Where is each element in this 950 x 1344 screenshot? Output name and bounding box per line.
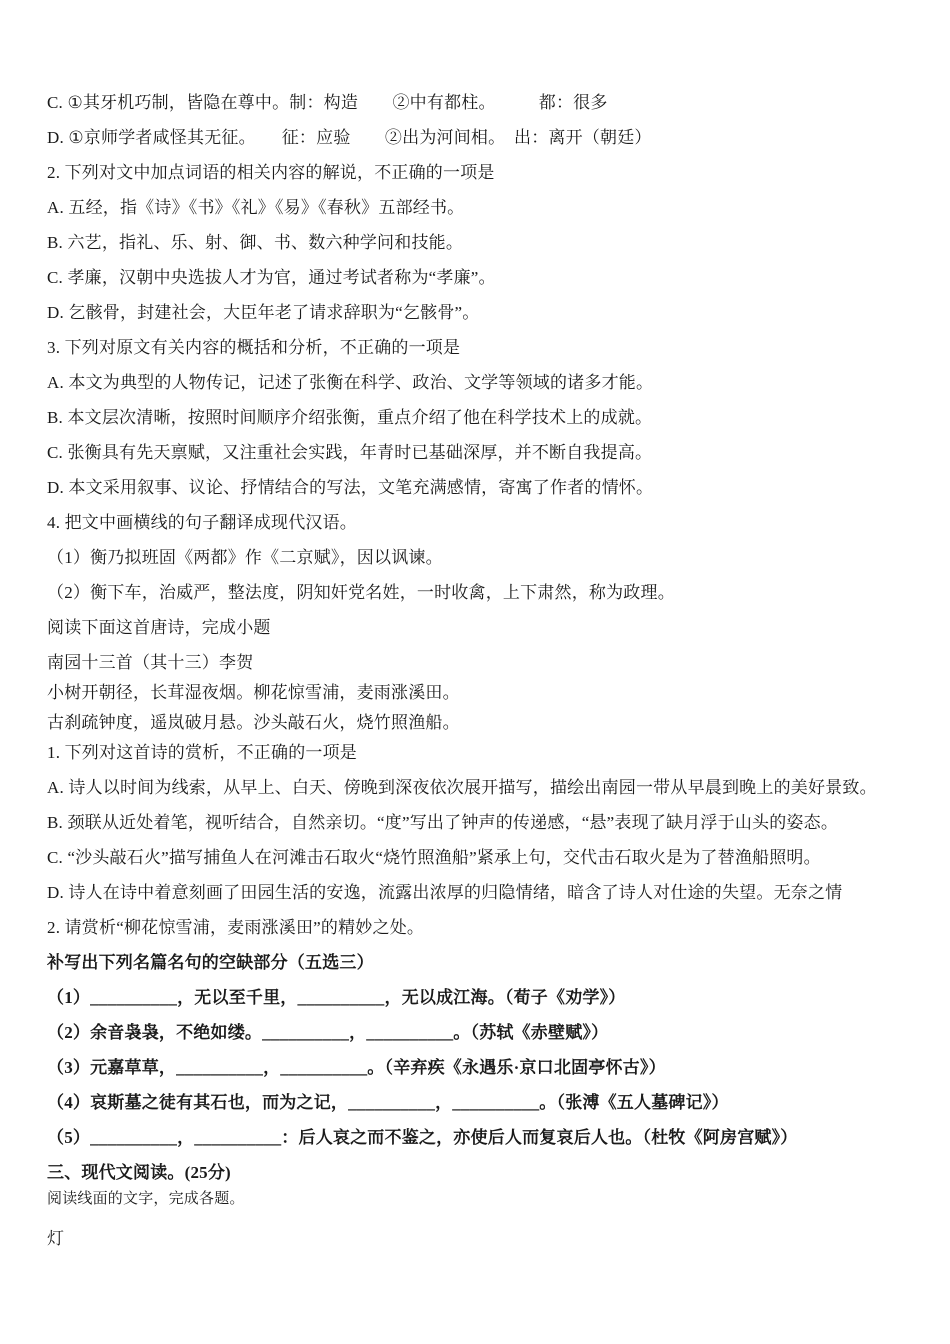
poem-line: 小树开朝径，长茸湿夜烟。柳花惊雪浦，麦雨涨溪田。 <box>47 683 460 702</box>
question-line: 4. 把文中画横线的句子翻译成现代汉语。 <box>47 513 357 532</box>
option-line: C. “沙头敲石火”描写捕鱼人在河滩击石取火“烧竹照渔船”紧承上句，交代击石取火是为了替渔船照明。 <box>47 848 821 867</box>
translation-item: （1）衡乃拟班固《两都》作《二京赋》，因以讽谏。 <box>47 548 443 567</box>
option-line: B. 六艺，指礼、乐、射、御、书、数六种学问和技能。 <box>47 233 464 252</box>
poem-title: 南园十三首（其十三）李贺 <box>47 653 254 672</box>
option-line: B. 本文层次清晰，按照时间顺序介绍张衡，重点介绍了他在科学技术上的成就。 <box>47 408 653 427</box>
translation-item: （2）衡下车，治威严，整法度，阴知奸党名姓，一时收禽，上下肃然，称为政理。 <box>47 583 675 602</box>
fill-blank-item: （5）__________，__________：后人哀之而不鉴之，亦使后人而复哀后人也。（杜牧《阿房宫赋》） <box>47 1128 798 1147</box>
fill-blank-item: （3）元嘉草草，__________，__________。（辛弃疾《永遇乐·京口北固亭怀古》） <box>47 1058 666 1077</box>
fill-blank-item: （4）哀斯墓之徒有其石也，而为之记，__________，__________。（张溥《五人墓碑记》） <box>47 1093 729 1112</box>
question-line: 2. 下列对文中加点词语的相关内容的解说，不正确的一项是 <box>47 163 495 182</box>
instruction-line: 阅读下面这首唐诗，完成小题 <box>47 618 271 637</box>
option-line: B. 颈联从近处着笔，视听结合，自然亲切。“度”写出了钟声的传递感，“悬”表现了缺月浮于山头的姿态。 <box>47 813 839 832</box>
section-heading: 补写出下列名篇名句的空缺部分（五选三） <box>47 953 374 972</box>
section-heading: 三、现代文阅读。(25分) <box>47 1163 231 1182</box>
fill-blank-item: （1）__________，无以至千里，__________，无以成江海。（荀子《劝学》） <box>47 988 626 1007</box>
question-line: 2. 请赏析“柳花惊雪浦，麦雨涨溪田”的精妙之处。 <box>47 918 425 937</box>
option-line: A. 本文为典型的人物传记，记述了张衡在科学、政治、文学等领域的诸多才能。 <box>47 373 654 392</box>
option-line: A. 五经，指《诗》《书》《礼》《易》《春秋》五部经书。 <box>47 198 465 217</box>
question-line: 1. 下列对这首诗的赏析，不正确的一项是 <box>47 743 357 762</box>
option-line: D. 本文采用叙事、议论、抒情结合的写法，文笔充满感情，寄寓了作者的情怀。 <box>47 478 654 497</box>
passage-title: 灯 <box>47 1229 65 1248</box>
option-line: D. 诗人在诗中着意刻画了田园生活的安逸，流露出浓厚的归隐情绪，暗含了诗人对仕途的失望。无奈之情 <box>47 883 843 902</box>
option-line: C. ①其牙机巧制，皆隐在尊中。制：构造 ②中有都柱。 都：很多 <box>47 93 608 112</box>
poem-line: 古刹疏钟度，遥岚破月悬。沙头敲石火，烧竹照渔船。 <box>47 713 460 732</box>
option-line: C. 孝廉，汉朝中央选拔人才为官，通过考试者称为“孝廉”。 <box>47 268 496 287</box>
option-line: D. ①京师学者咸怪其无征。 征：应验 ②出为河间相。 出：离开（朝廷） <box>47 128 652 147</box>
fill-blank-item: （2）余音袅袅，不绝如缕。__________，__________。（苏轼《赤壁赋》） <box>47 1023 609 1042</box>
option-line: A. 诗人以时间为线索，从早上、白天、傍晚到深夜依次展开描写，描绘出南园一带从早晨到晚上的美好景致。 <box>47 778 877 797</box>
option-line: D. 乞骸骨，封建社会，大臣年老了请求辞职为“乞骸骨”。 <box>47 303 480 322</box>
question-line: 3. 下列对原文有关内容的概括和分析，不正确的一项是 <box>47 338 461 357</box>
instruction-line: 阅读线面的文字，完成各题。 <box>47 1191 245 1207</box>
option-line: C. 张衡具有先天禀赋，又注重社会实践，年青时已基础深厚，并不断自我提高。 <box>47 443 653 462</box>
